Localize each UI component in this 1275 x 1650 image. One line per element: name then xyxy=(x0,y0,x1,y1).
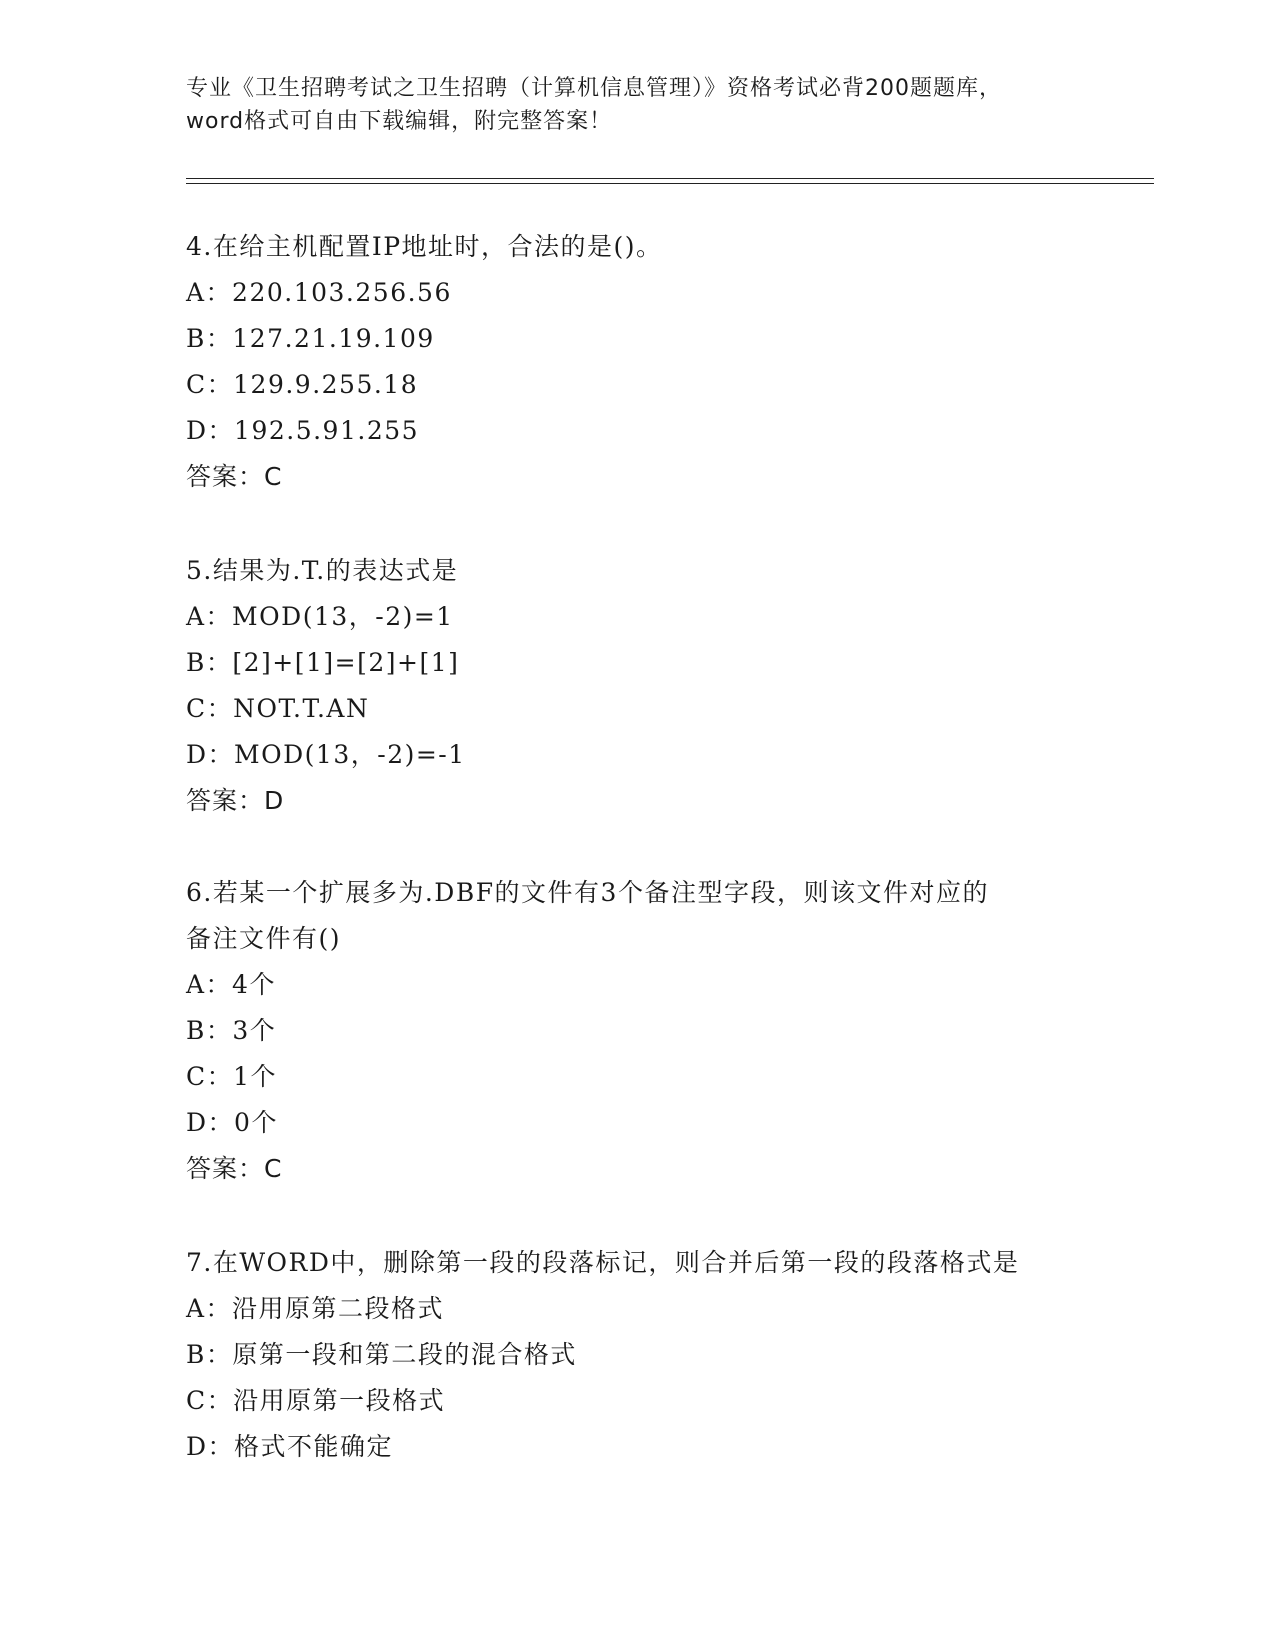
option-c: C：NOT.T.AN xyxy=(186,694,370,723)
option-a: A：4个 xyxy=(186,970,276,999)
option-b: B：3个 xyxy=(186,1016,277,1045)
question-text: 4.在给主机配置IP地址时，合法的是()。 xyxy=(186,232,663,261)
option-b: B：127.21.19.109 xyxy=(186,324,435,353)
header-divider-top xyxy=(186,178,1154,179)
answer: 答案：D xyxy=(186,786,285,815)
option-c: C：1个 xyxy=(186,1062,278,1091)
answer: 答案：C xyxy=(186,1154,283,1183)
option-d: D：0个 xyxy=(186,1108,278,1137)
answer: 答案：C xyxy=(186,462,283,491)
document-header xyxy=(186,72,1086,138)
option-d: D：MOD(13，-2)=-1 xyxy=(186,740,466,769)
option-c: C：129.9.255.18 xyxy=(186,370,419,399)
header-line-1: 专业《卫生招聘考试之卫生招聘（计算机信息管理）》资格考试必背200题题库， xyxy=(186,76,1002,101)
option-b: B：原第一段和第二段的混合格式 xyxy=(186,1340,577,1369)
option-a: A：MOD(13，-2)=1 xyxy=(186,602,454,631)
option-d: D：192.5.91.255 xyxy=(186,416,420,445)
question-text-line-1: 6.若某一个扩展多为.DBF的文件有3个备注型字段，则该文件对应的 xyxy=(186,878,989,907)
question-text: 5.结果为.T.的表达式是 xyxy=(186,556,459,585)
header-line-2: word格式可自由下载编辑，附完整答案！ xyxy=(186,109,613,134)
question-4 xyxy=(186,224,1086,500)
option-a: A：220.103.256.56 xyxy=(186,278,452,307)
option-a: A：沿用原第二段格式 xyxy=(186,1294,445,1323)
question-6 xyxy=(186,870,1086,1192)
option-d: D：格式不能确定 xyxy=(186,1432,394,1461)
question-7 xyxy=(186,1240,1086,1470)
option-b: B：[2]+[1]=[2]+[1] xyxy=(186,648,460,677)
question-text: 7.在WORD中，删除第一段的段落标记，则合并后第一段的段落格式是 xyxy=(186,1248,1020,1277)
question-5 xyxy=(186,548,1086,824)
header-divider-bottom xyxy=(186,183,1154,184)
question-text-line-2: 备注文件有() xyxy=(186,924,342,953)
option-c: C：沿用原第一段格式 xyxy=(186,1386,446,1415)
